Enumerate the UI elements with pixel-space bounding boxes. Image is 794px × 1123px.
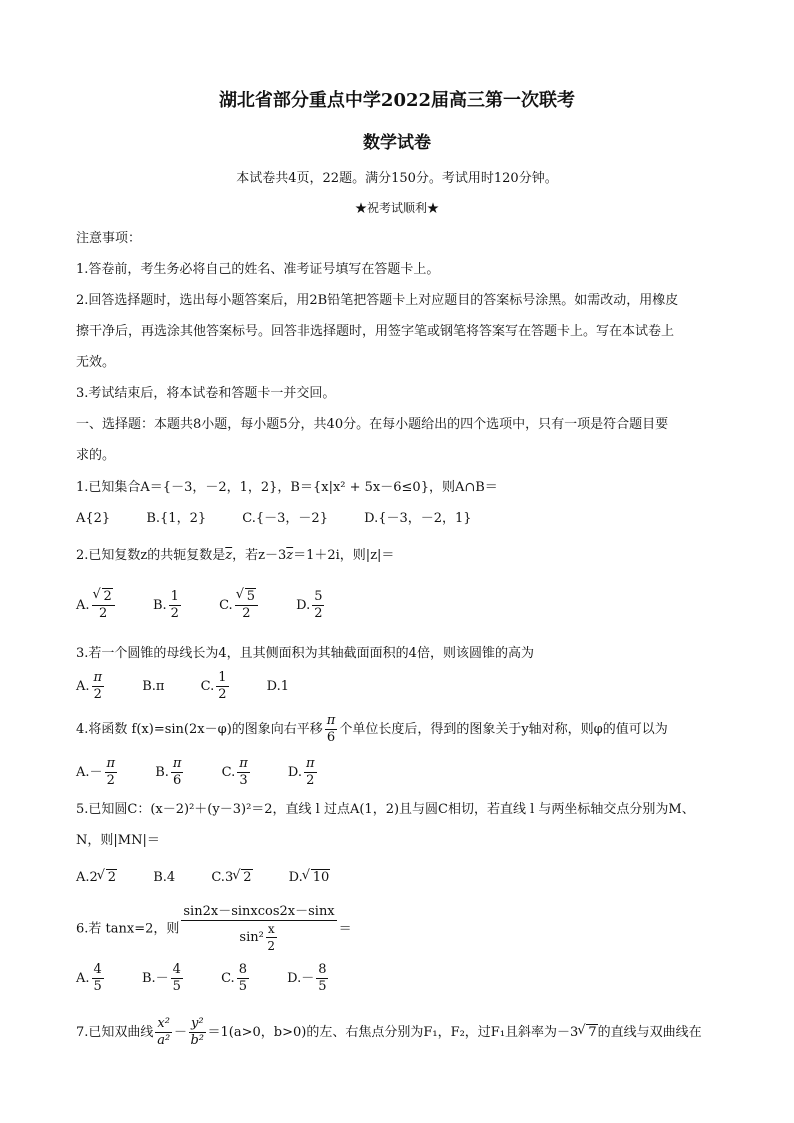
q5-stem-2: N，则|MN|＝ — [76, 833, 160, 848]
section-1-intro-1: 一、选择题：本题共8小题，每小题5分，共40分。在每小题给出的四个选项中，只有一项是符合题目要 — [76, 417, 669, 432]
q1-options — [76, 510, 504, 528]
q5-stem-1: 5.已知圆C：(x－2)²＋(y－3)²＝2，直线 l 过点A(1，2)且与圆C相切，若直线 l 与两坐标轴交点分别为M、 — [76, 802, 695, 817]
q4-option-b: B. $\frac{\pi}{6}$ — [155, 756, 182, 788]
notes-heading: 注意事项： — [76, 231, 142, 246]
q6-option-c: C. $\frac{8}{5}$ — [221, 962, 247, 994]
q4-option-d: D. $\frac{\pi}{2}$ — [287, 756, 315, 788]
q1-option-b: B.{1，2} — [146, 511, 207, 526]
q3-option-d: D.1 — [266, 679, 290, 694]
q5-option-c: C.3 √ 2 — [211, 870, 252, 885]
q2-options — [76, 588, 358, 622]
q6-option-b: B.－ $\frac{4}{5}$ — [141, 962, 181, 994]
q4-option-c: C. $\frac{\pi}{3}$ — [221, 756, 248, 788]
q6-option-a: A. $\frac{4}{5}$ — [76, 962, 102, 994]
q3-option-a: A. $\frac{\pi}{2}$ — [76, 670, 103, 702]
q2-stem: 2.已知复数z的共轭复数是$\overline{z}$，若$z-3\overline{z}=1+2i$，则|z|＝ — [76, 548, 395, 563]
q1-option-d: D.{－3，－2，1} — [364, 511, 472, 526]
q6-option-d: D.－ $\frac{8}{5}$ — [287, 962, 327, 994]
note-2-line-2: 擦干净后，再选涂其他答案标号。回答非选择题时，用签字笔或钢笔将答案写在答题卡上。写在本试卷上 — [76, 324, 675, 339]
q6-stem: 6.若 tanx=2，则 sin2x－sinxcos2x－sinx sin² $\frac{x}{2}$ ＝ — [76, 904, 352, 953]
q5-option-d: D. √ 10 — [289, 870, 331, 885]
q2-option-a: A. √ $\frac{2}{2}$ — [76, 598, 117, 613]
note-1: 1.答卷前，考生务必将自己的姓名、准考证号填写在答题卡上。 — [76, 262, 440, 277]
q5-options — [76, 869, 362, 887]
q3-options — [76, 670, 321, 703]
q4-option-a: A.－ $\frac{\pi}{2}$ — [76, 756, 116, 788]
q5-option-a: A.2 √ 2 — [76, 870, 117, 885]
note-2-line-1: 2.回答选择题时，选出每小题答案后，用2B铅笔把答题卡上对应题目的答案标号涂黑。如需改动，用橡皮 — [76, 293, 679, 308]
q4-stem: 4.将函数 f(x)=sin(2x－φ)的图象向右平移 $\frac{\pi}{6}$ 个单位长度后，得到的图象关于y轴对称，则φ的值可以为 — [76, 713, 668, 745]
z-conjugate: $\overline{z}$ — [225, 548, 233, 563]
q1-stem: 1.已知集合A＝{－3，－2，1，2}，B＝{x|x² + 5x－6≤0}，则A∩B＝ — [76, 480, 498, 495]
note-2-line-3: 无效。 — [76, 355, 116, 370]
exam-info: 本试卷共4页，22题。满分150分。考试用时120分钟。 — [236, 171, 558, 186]
q7-stem: 7.已知双曲线 $\frac{\text{x²}}{\text{a²}}$ － $\frac{\text{y²}}{\text{b²}}$ ＝1(a>0，b>0)的左、右焦点分别为F₁，F₂，过F₁且斜率为－3 √ 7的直线与双曲线在 — [76, 1016, 702, 1049]
q3-option-c: C. $\frac{1}{2}$ — [200, 670, 227, 702]
q2-option-c: C. √ $\frac{5}{2}$ — [219, 598, 260, 613]
good-luck: ★祝考试顺利★ — [354, 201, 439, 215]
q3-option-b: B.π — [142, 679, 165, 694]
q6-options — [76, 962, 362, 995]
q1-option-c: C.{－3，－2} — [242, 511, 328, 526]
q4-options — [76, 756, 351, 789]
exam-subject: 数学试卷 — [363, 133, 431, 153]
note-3: 3.考试结束后，将本试卷和答题卡一并交回。 — [76, 386, 336, 401]
q3-stem: 3.若一个圆锥的母线长为4，且其侧面积为其轴截面面积的4倍，则该圆锥的高为 — [76, 646, 534, 661]
section-1-intro-2: 求的。 — [76, 448, 116, 463]
z-conjugate: $\overline{z}$ — [286, 548, 294, 563]
q2-option-b: B. $\frac{1}{2}$ — [152, 588, 179, 621]
q2-option-d: D. $\frac{5}{2}$ — [296, 588, 323, 621]
exam-title: 湖北省部分重点中学2022届高三第一次联考 — [218, 90, 576, 111]
q1-option-a: A{2} — [76, 511, 111, 526]
q5-option-b: B.4 — [153, 870, 176, 885]
